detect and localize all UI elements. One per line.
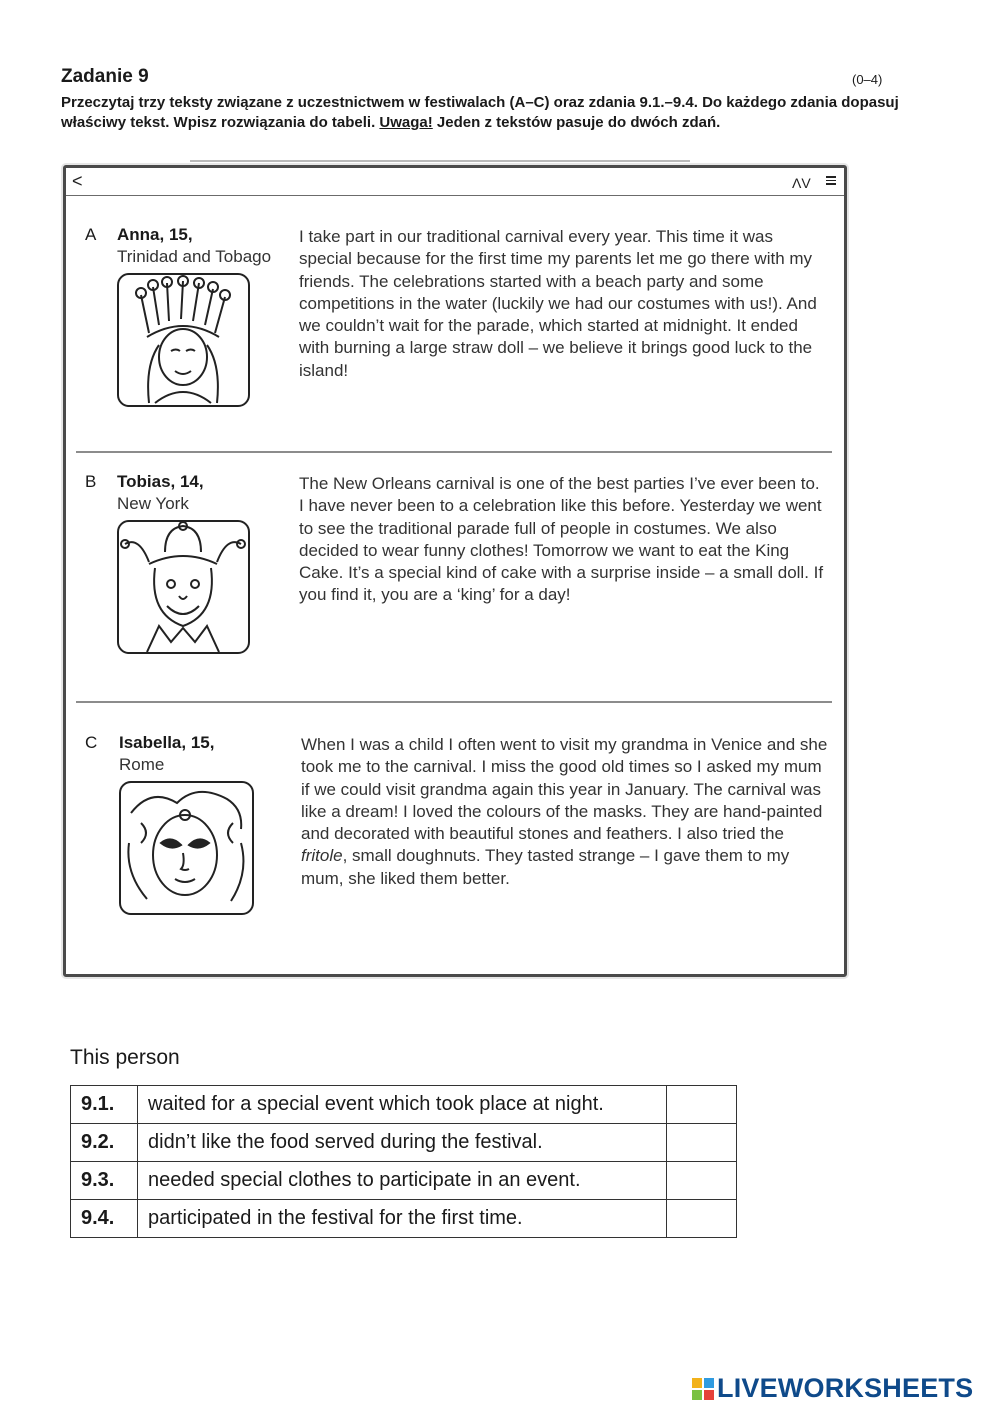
entry-name: Isabella, 15,	[119, 733, 215, 752]
screen-top-edge	[190, 160, 690, 162]
entry-name: Anna, 15,	[117, 225, 193, 244]
entry-letter: A	[85, 225, 97, 244]
entry-c	[66, 733, 844, 943]
instructions-warning: Uwaga!	[379, 114, 433, 131]
entry-text	[301, 734, 831, 890]
logo-text: LIVEWORKSHEETS	[717, 1373, 974, 1403]
entry-text: I take part in our traditional carnival every year. This time it was special because for the first time my parents let me go there with my friends. The celebrations started with a beach party and some competitions in the water (luckily we had our costumes with us!). And we couldn’t wait for the parade, which started at midnight. It ended with burning a large straw doll – we believe it brings good luck to the island!	[299, 227, 817, 380]
entry-text-part: When I was a child I often went to visit my grandma in Venice and she took me to the carnival. I miss the good old times so I asked my mum if we could visit grandma again this year in January. The carnival was like a dream! I loved the colours of the masks. They are hand-painted and decorated with beautiful stones and feathers. I also tried the	[301, 735, 828, 844]
entry-b	[66, 472, 844, 682]
task-points: (0–4)	[852, 72, 883, 87]
screen-toolbar	[66, 168, 844, 196]
logo-grid-icon	[692, 1378, 714, 1400]
statement-text: needed special clothes to participate in an event.	[138, 1162, 667, 1200]
liveworksheets-logo[interactable]	[692, 1373, 973, 1404]
jester-illustration	[117, 520, 250, 654]
statement-text: didn’t like the food served during the festival.	[138, 1124, 667, 1162]
statement-number: 9.2.	[71, 1124, 138, 1162]
statement-number: 9.1.	[71, 1086, 138, 1124]
entry-a	[66, 225, 844, 435]
hamburger-menu-icon	[826, 176, 836, 186]
answer-cell[interactable]	[667, 1086, 737, 1124]
entry-letter: B	[85, 472, 97, 491]
answer-cell[interactable]	[667, 1200, 737, 1238]
task-title: Zadanie 9	[61, 66, 149, 87]
statements-table	[70, 1085, 737, 1238]
entry-place: New York	[117, 494, 189, 513]
venetian-mask-illustration	[119, 781, 254, 915]
table-row	[71, 1162, 737, 1200]
entry-text: The New Orleans carnival is one of the best parties I’ve ever been to. I have never been to a celebration like this before. Yesterday we went to see the traditional parade full of people in costumes. We also decided to wear funny clothes! Tomorrow we want to eat the King Cake. It’s a special kind of cake with a surprise inside – a small doll. If you find it, you are a ‘king’ for a day!	[299, 474, 824, 605]
statements-heading: This person	[70, 1046, 180, 1069]
table-row	[71, 1086, 737, 1124]
statement-number: 9.4.	[71, 1200, 138, 1238]
task-instructions	[61, 93, 901, 133]
table-row	[71, 1124, 737, 1162]
answer-cell[interactable]	[667, 1162, 737, 1200]
table-row	[71, 1200, 737, 1238]
statement-text: participated in the festival for the first time.	[138, 1200, 667, 1238]
entry-place: Rome	[119, 755, 165, 774]
up-down-icon: ΛV	[792, 175, 811, 191]
entry-place: Trinidad and Tobago	[117, 247, 272, 266]
entry-text-part: , small doughnuts. They tasted strange – I gave them to my mum, she liked them better.	[301, 846, 790, 888]
instructions-text-end: Jeden z tekstów pasuje do dwóch zdań.	[432, 114, 721, 131]
statement-number: 9.3.	[71, 1162, 138, 1200]
tablet-screen	[63, 165, 847, 977]
statement-text: waited for a special event which took place at night.	[138, 1086, 667, 1124]
entry-text-italic: fritole	[301, 846, 343, 866]
carnival-queen-illustration	[117, 273, 250, 407]
chevron-left-icon: <	[72, 171, 83, 191]
entry-name: Tobias, 14,	[117, 472, 204, 491]
entry-letter: C	[85, 733, 98, 752]
instructions-text: Przeczytaj trzy teksty związane z uczestnictwem w festiwalach (A–C) oraz zdania 9.1.–9.4. Do każdego zdania dopasuj właściwy tekst. Wpisz rozwiązania do tabeli.	[61, 94, 899, 131]
entry-divider	[76, 451, 832, 453]
entry-divider	[76, 701, 832, 703]
answer-cell[interactable]	[667, 1124, 737, 1162]
